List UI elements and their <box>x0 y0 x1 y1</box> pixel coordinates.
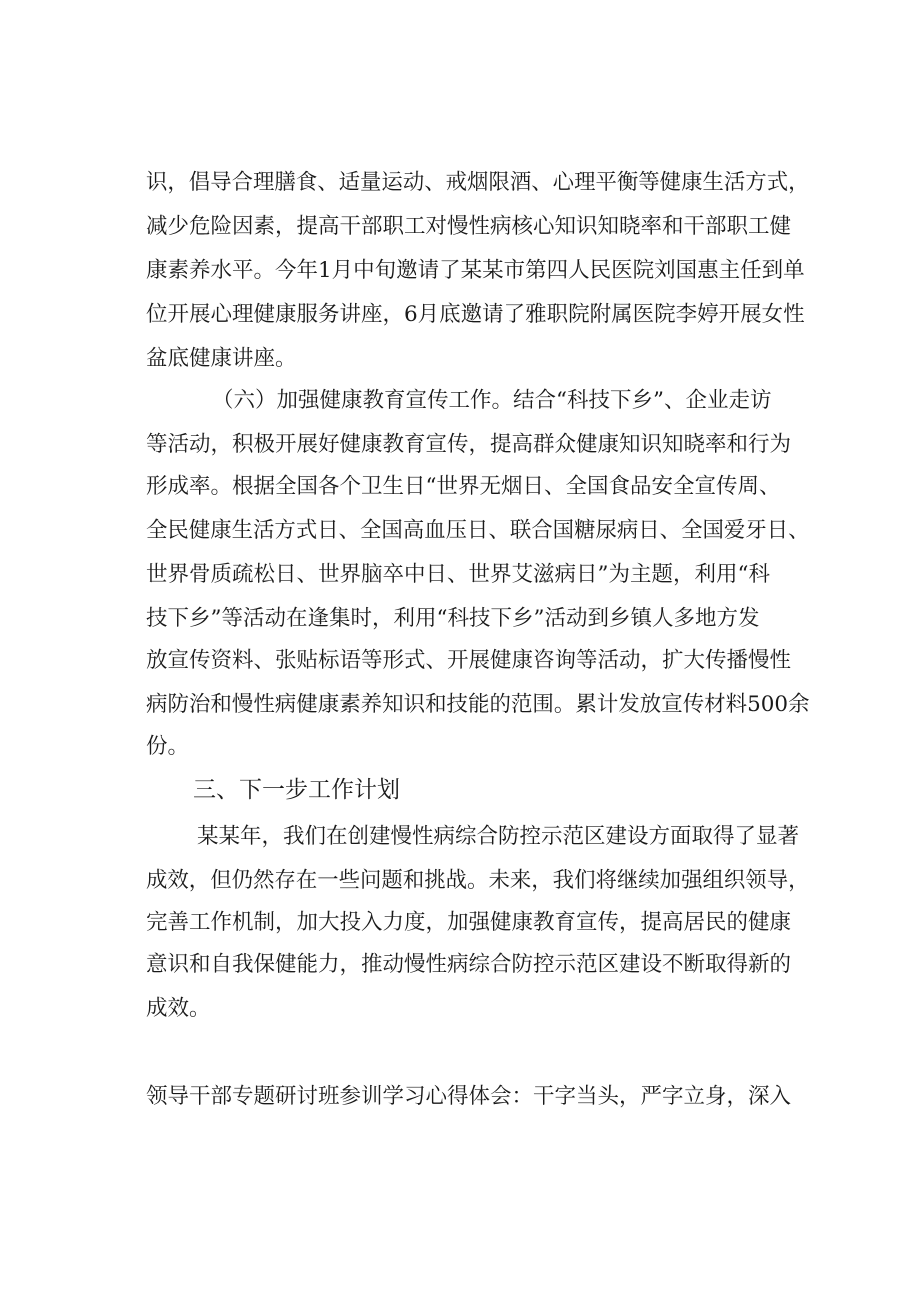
paragraph-line: 完善工作机制，加大投入力度，加强健康教育宣传，提高居民的健康 <box>146 910 792 935</box>
paragraph-line: 全民健康生活方式日、全国高血压日、联合国糖尿病日、全国爱牙日、 <box>146 518 810 543</box>
paragraph-line: 份。 <box>146 734 190 759</box>
paragraph-line: 减少危险因素，提高干部职工对慢性病核心知识知晓率和干部职工健 <box>146 214 792 239</box>
paragraph-line: 病防治和慢性病健康素养知识和技能的范围。累计发放宣传材料500余 <box>146 692 810 717</box>
paragraph-line: 意识和自我保健能力，推动慢性病综合防控示范区建设不断取得新的 <box>146 952 792 977</box>
paragraph-line: 成效，但仍然存在一些问题和挑战。未来，我们将继续加强组织领导， <box>146 868 810 893</box>
paragraph-line: 形成率。根据全国各个卫生日“世界无烟日、全国食品安全宣传周、 <box>146 474 781 499</box>
section-heading: 三、下一步工作计划 <box>193 777 400 803</box>
paragraph-line: 世界骨质疏松日、世界脑卒中日、世界艾滋病日”为主题，利用“科 <box>146 562 770 587</box>
paragraph-line: 技下乡”等活动在逢集时，利用“科技下乡”活动到乡镇人多地方发 <box>146 606 760 631</box>
paragraph-line: 盆底健康讲座。 <box>146 346 297 371</box>
paragraph-line: 放宣传资料、张贴标语等形式、开展健康咨询等活动，扩大传播慢性 <box>146 648 792 673</box>
paragraph-line: 等活动，积极开展好健康教育宣传，提高群众健康知识知晓率和行为 <box>146 432 792 457</box>
paragraph-line: 识，倡导合理膳食、适量运动、戒烟限酒、心理平衡等健康生活方式， <box>146 170 810 195</box>
paragraph-line: 成效。 <box>146 996 211 1021</box>
paragraph-line: （六）加强健康教育宣传工作。结合“科技下乡”、企业走访 <box>212 388 772 413</box>
paragraph-line: 康素养水平。今年1月中旬邀请了某某市第四人民医院刘国惠主任到单 <box>146 258 805 283</box>
paragraph-line: 某某年，我们在创建慢性病综合防控示范区建设方面取得了显著 <box>197 824 800 849</box>
paragraph-line: 位开展心理健康服务讲座，6月底邀请了雅职院附属医院李婷开展女性 <box>146 302 805 327</box>
article-title-line: 领导干部专题研讨班参训学习心得体会：干字当头，严字立身，深入 <box>146 1084 792 1109</box>
